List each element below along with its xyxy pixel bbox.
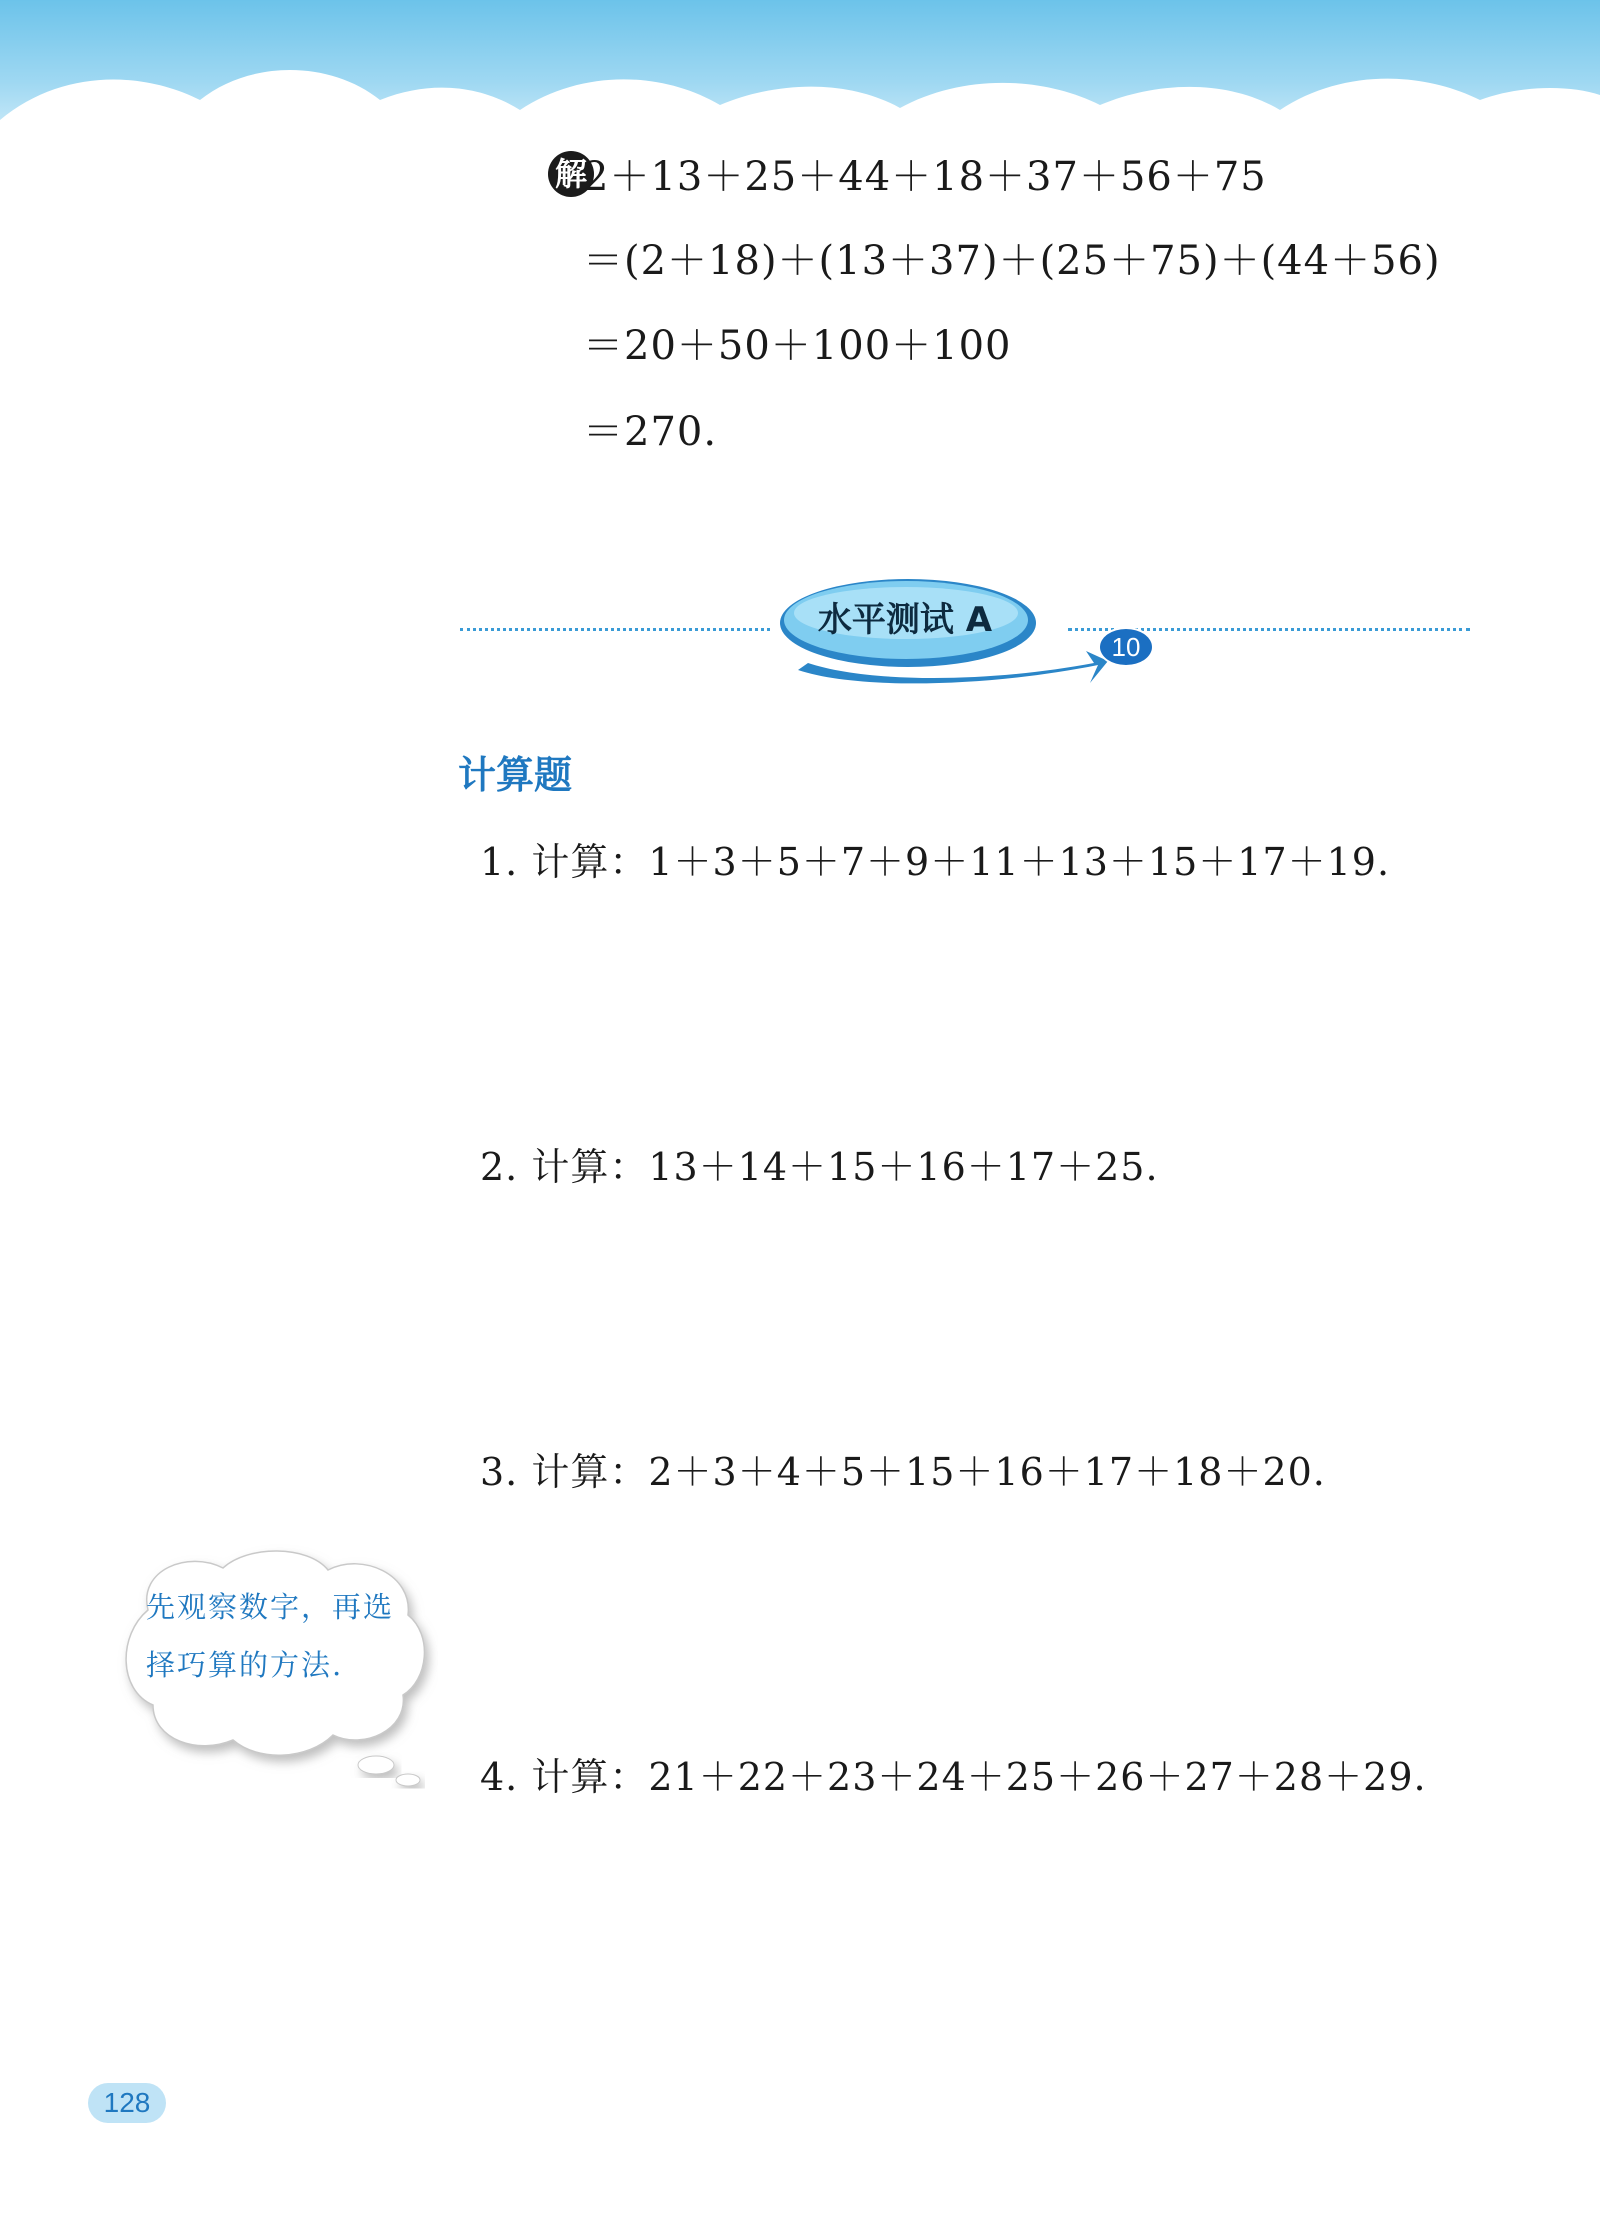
problem-item: 3. 计算：2＋3＋4＋5＋15＋16＋17＋18＋20. (480, 1450, 1326, 1494)
page-number: 128 (88, 2083, 166, 2123)
section-title: 水平测试 A (817, 600, 993, 640)
solution-badge: 解 (548, 151, 594, 197)
solution-line: ＝20＋50＋100＋100 (583, 323, 1012, 369)
tip-line: 先观察数字，再选 (146, 1590, 395, 1624)
solution-line: ＝270. (583, 409, 718, 455)
section-number-badge: 10 (1098, 627, 1154, 667)
problem-item: 2. 计算：13＋14＋15＋16＋17＋25. (480, 1145, 1159, 1189)
tip-line: 择巧算的方法. (146, 1648, 344, 1682)
category-heading: 计算题 (458, 753, 573, 797)
solution-line: 2＋13＋25＋44＋18＋37＋56＋75 (583, 154, 1267, 200)
tip-text (146, 1578, 416, 1694)
dotted-divider-left (460, 628, 770, 631)
problem-item: 1. 计算：1＋3＋5＋7＋9＋11＋13＋15＋17＋19. (480, 840, 1391, 884)
problem-item: 4. 计算：21＋22＋23＋24＋25＋26＋27＋28＋29. (480, 1755, 1427, 1799)
solution-line: ＝(2＋18)＋(13＋37)＋(25＋75)＋(44＋56) (583, 238, 1441, 284)
